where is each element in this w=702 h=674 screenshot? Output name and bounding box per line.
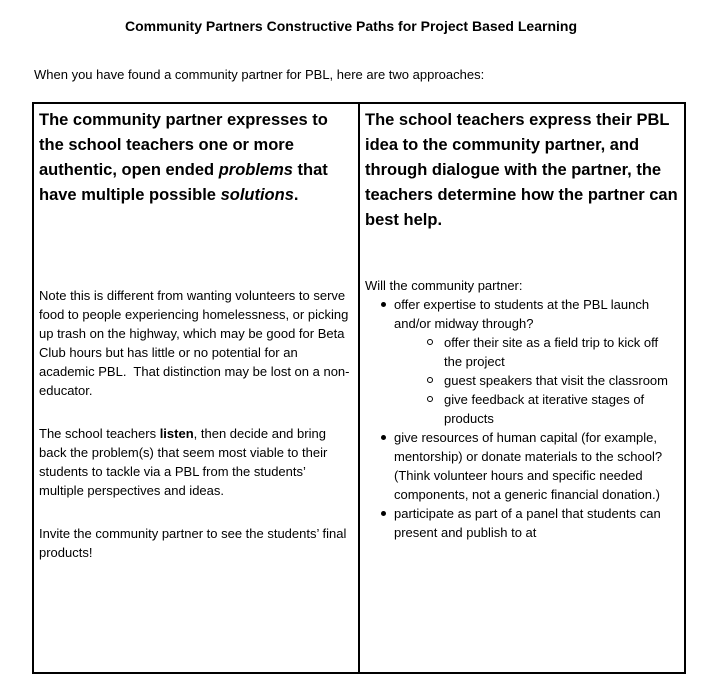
table-row — [33, 103, 685, 673]
text-run: . — [293, 186, 299, 204]
left-paragraph-3 — [39, 524, 352, 562]
text-run: , then decide and bring back the problem(s) that seem most viable to their students to tackle via a PBL from the students’ multiple perspectives and ideas. — [39, 426, 331, 498]
bullet-item-level1: offer expertise to students at the PBL launch and/or midway through? — [365, 295, 678, 333]
document-page — [0, 17, 702, 647]
text-run: The school teachers express their PBL idea to the community partner, and through dialogue with the partner, the teachers determine how the partner can best help — [365, 111, 678, 229]
right-cell-header — [365, 108, 678, 233]
text-run: listen — [159, 426, 194, 441]
text-run: . — [437, 211, 443, 229]
text-run: that have multiple possible — [39, 161, 328, 204]
left-cell-header — [39, 108, 352, 208]
text-run: solutions — [220, 186, 294, 204]
bullet-item-level2: guest speakers that visit the classroom — [365, 371, 678, 390]
text-run: The community partner expresses to the school teachers one or more authentic, open ended — [39, 111, 328, 179]
left-paragraph-1 — [39, 286, 352, 400]
intro-paragraph: When you have found a community partner for PBL, here are two approaches: — [34, 67, 485, 82]
text-run: Note this is different from wanting volunteers to serve food to people experiencing homelessness, or picking up trash on the highway, which may be good for Beta Club hours but has little or no potential for an academic PBL. That distinction may be lost on a non-educator. — [39, 288, 352, 398]
bullet-item-level1: participate as part of a panel that students can present and publish to at — [365, 504, 678, 542]
partner-options-list — [365, 295, 678, 542]
partner-options-list-intro: Will the community partner: — [365, 278, 523, 293]
text-run: problems — [218, 161, 293, 179]
table-cell-right-approach — [359, 103, 685, 673]
approaches-table — [32, 102, 686, 674]
text-run: The school teachers — [39, 426, 160, 441]
document-title: Community Partners Constructive Paths for Project Based Learning — [125, 18, 577, 34]
bullet-item-level1: give resources of human capital (for example, mentorship) or donate materials to the school? (Think volunteer hours and specific needed components, not a generic financial donation.) — [365, 428, 678, 504]
bullet-item-level2: offer their site as a field trip to kick off the project — [365, 333, 678, 371]
table-cell-left-approach — [33, 103, 359, 673]
left-paragraph-2 — [39, 424, 352, 500]
text-run: Invite the community partner to see the students’ final products! — [39, 526, 350, 560]
bullet-item-level2: give feedback at iterative stages of products — [365, 390, 678, 428]
